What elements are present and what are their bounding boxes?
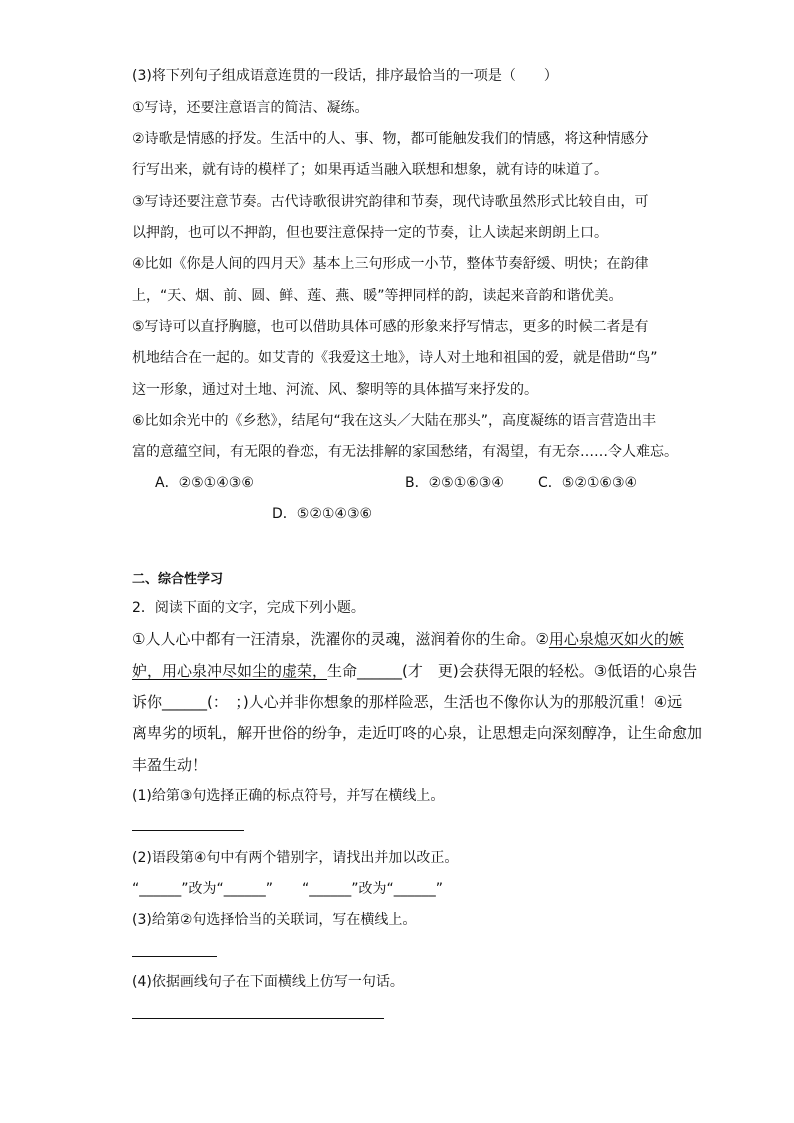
passage-line-4: 离卑劣的顷轧，解开世俗的纷争，走近叮咚的心泉，让思想走向深刻醇净，让生命愈加: [132, 724, 703, 742]
answer-line-4[interactable]: [132, 1018, 384, 1019]
sentence-5-line-3: 这一形象，通过对土地、河流、风、黎明等的具体描写来抒发的。: [132, 382, 538, 398]
sub-question-1: (1)给第③句选择正确的标点符号，并写在横线上。: [132, 788, 445, 804]
sub-question-4: (4)依据画线句子在下面横线上仿写一句话。: [132, 974, 404, 990]
sentence-2-line-2: 行写出来，就有诗的模样了；如果再适当融入联想和想象，就有诗的味道了。: [132, 162, 608, 178]
sub-question-3: (3)给第②句选择恰当的关联词，写在横线上。: [132, 912, 417, 928]
underlined-sentence: 用心泉熄灭如火的嫉: [548, 630, 684, 648]
underlined-sentence-cont: 妒，用心泉冲尽如尘的虚荣，: [132, 662, 328, 680]
q3-stem: (3)将下列句子组成语意连贯的一段话，排序最恰当的一项是（ ）: [132, 68, 558, 84]
sentence-5-line-1: ⑤写诗可以直抒胸臆，也可以借助具体可感的形象来抒写情志，更多的时候二者是有: [132, 319, 649, 335]
passage-text: 生命______(才 更)会获得无限的轻松。③低语的心泉告: [327, 662, 698, 680]
option-c[interactable]: C．⑤②①⑥③④: [538, 475, 638, 491]
sub-question-2: (2)语段第④句中有两个错别字，请找出并加以改正。: [132, 850, 459, 866]
sentence-3-line-1: ③写诗还要注意节奏。古代诗歌很讲究韵律和节奏，现代诗歌虽然形式比较自由，可: [132, 194, 649, 210]
answer-line-1[interactable]: [132, 830, 244, 831]
sentence-4-line-1: ④比如《你是人间的四月天》基本上三句形成一小节，整体节奏舒缓、明快；在韵律: [132, 256, 649, 272]
section-heading: 二、综合性学习: [132, 572, 224, 587]
sentence-3-line-2: 以押韵，也可以不押韵，但也要注意保持一定的节奏，让人读起来朗朗上口。: [132, 225, 608, 241]
sentence-5-line-2: 机地结合在一起的。如艾青的《我爱这土地》，诗人对土地和祖国的爱，就是借助“鸟”: [132, 350, 658, 366]
correction-blank-2[interactable]: “______”改为“______”: [302, 881, 444, 897]
sentence-4-line-2: 上，“天、烟、前、圆、鲜、莲、燕、暖”等押同样的韵，读起来音韵和谐优美。: [132, 288, 623, 304]
sentence-1: ①写诗，还要注意语言的简洁、凝练。: [132, 100, 369, 116]
passage-text: ①人人心中都有一汪清泉，洗濯你的灵魂，滋润着你的生命。②: [132, 630, 549, 648]
passage-line-1: [132, 629, 684, 649]
option-b[interactable]: B．②⑤①⑥③④: [405, 475, 504, 491]
passage-line-3: 诉你______(： ；)人心并非你想象的那样险恶，生活也不像你认为的那般沉重！④远: [132, 693, 683, 711]
answer-line-3[interactable]: [132, 956, 217, 957]
sentence-6-line-1: ⑥比如余光中的《乡愁》，结尾句“我在这头／大陆在那头”，高度凝练的语言营造出丰: [132, 413, 657, 429]
option-d[interactable]: D．⑤②①④③⑥: [272, 506, 373, 522]
correction-blank-1[interactable]: “______”改为“______”: [132, 881, 274, 897]
passage-line-5: 丰盈生动！: [132, 756, 208, 774]
option-a[interactable]: A．②⑤①④③⑥: [155, 475, 254, 491]
passage-line-2: [132, 661, 697, 681]
sentence-2-line-1: ②诗歌是情感的抒发。生活中的人、事、物，都可能触发我们的情感，将这种情感分: [132, 131, 649, 147]
question-2-stem: 2．阅读下面的文字，完成下列小题。: [132, 600, 365, 616]
sentence-6-line-2: 富的意蕴空间，有无限的眷恋，有无法排解的家国愁绪，有渴望，有无奈……令人难忘。: [132, 444, 678, 460]
